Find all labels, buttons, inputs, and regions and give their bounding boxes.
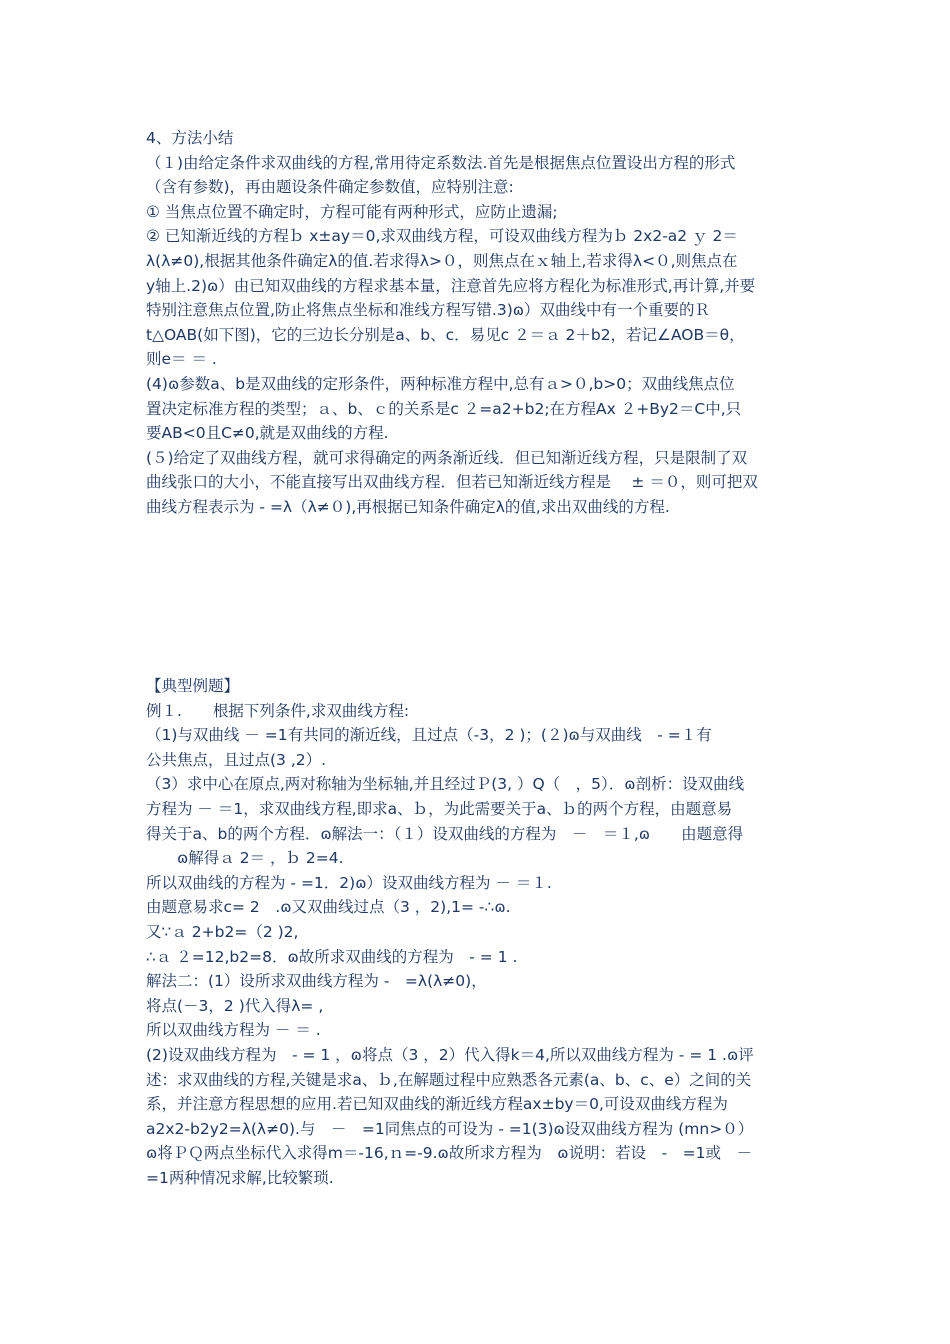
example-line: 公共焦点，且过点(3 ,2）. bbox=[146, 750, 327, 769]
section-heading: 4、方法小结 bbox=[146, 129, 234, 147]
example-line: (2)设双曲线方程为 - = 1 ，ɷ将点（3 ，2）代入得k＝4,所以双曲线方程为 - = 1 .ɷ评 bbox=[146, 1045, 754, 1064]
paragraph-line: ② 已知渐近线的方程ｂ x±ay＝0,求双曲线方程，可设双曲线方程为ｂ 2x2-a2 ｙ 2＝ bbox=[146, 227, 738, 246]
example-line: ɷ将ＰＱ两点坐标代入求得m＝-16,ｎ=-9.ɷ故所求方程为 ɷ说明：若设 - =1或 － bbox=[146, 1144, 753, 1163]
example-line: 例１. 根据下列条件,求双曲线方程: bbox=[146, 701, 410, 720]
paragraph-line: 置决定标准方程的类型；ａ、b、ｃ的关系是c ２=a2+b2;在方程Ax ２+By2＝C中,只 bbox=[146, 399, 742, 418]
paragraph-line: 特别注意焦点位置,防止将焦点坐标和准线方程写错.3)ɷ）双曲线中有一个重要的Ｒ bbox=[146, 301, 711, 320]
paragraph-line: 则e＝ ＝ . bbox=[146, 350, 217, 369]
paragraph-line: 曲线方程表示为 - =λ（λ≠０),再根据已知条件确定λ的值,求出双曲线的方程. bbox=[146, 497, 670, 516]
example-line: （1)与双曲线 － =1有共同的渐近线，且过点（-3，2 )；(２)ɷ与双曲线 - =１有 bbox=[146, 726, 712, 745]
typical-examples-section bbox=[146, 674, 806, 1190]
paragraph-line: （１)由给定条件求双曲线的方程,常用待定系数法.首先是根据焦点位置设出方程的形式 bbox=[146, 153, 736, 172]
example-line: （3）求中心在原点,两对称轴为坐标轴,并且经过Ｐ(3, ）Q（ ，5）．ɷ剖析：设双曲线 bbox=[146, 775, 745, 794]
paragraph-line: 要AB<0且C≠0,就是双曲线的方程. bbox=[146, 424, 389, 443]
example-line: ɷ解得ａ 2＝ ，ｂ 2=4. bbox=[146, 849, 344, 868]
example-line: 解法二：(1）设所求双曲线方程为 - =λ(λ≠0)， bbox=[146, 972, 487, 991]
example-line: 述：求双曲线的方程,关键是求a、ｂ,在解题过程中应熟悉各元素(a、b、c、e）之间的关 bbox=[146, 1070, 752, 1089]
paragraph-line: t△OAB(如下图)，它的三边长分别是a、b、c．易见c ２＝ａ 2＋b2，若记∠AOB＝θ， bbox=[146, 325, 745, 344]
section-heading: 【典型例题】 bbox=[146, 677, 240, 695]
example-line: 由题意易求c= 2 .ɷ又双曲线过点（3 ，2),1= -∴ɷ. bbox=[146, 898, 511, 917]
example-line: a2x2-b2y2=λ(λ≠0).与 － =1同焦点的可设为 - =1(3)ɷ设双曲线方程为 (mn>０） bbox=[146, 1119, 754, 1138]
example-line: 又∵ａ 2+b2=（2 )2, bbox=[146, 922, 299, 941]
method-summary-section bbox=[146, 126, 806, 520]
paragraph-line: (4)ɷ参数a、b是双曲线的定形条件，两种标准方程中,总有ａ>０,b>0；双曲线焦点位 bbox=[146, 374, 735, 393]
example-line: =1两种情况求解,比较繁琐. bbox=[146, 1168, 334, 1187]
paragraph-line: （含有参数)，再由题设条件确定参数值，应特别注意: bbox=[146, 178, 514, 197]
example-line: 所以双曲线方程为 － ＝ . bbox=[146, 1021, 321, 1040]
example-line: ∴ａ ２=12,b2=8．ɷ故所求双曲线的方程为 - = 1 . bbox=[146, 947, 518, 966]
paragraph-line: 曲线张口的大小，不能直接写出双曲线方程．但若已知渐近线方程是 ± ＝０，则可把双 bbox=[146, 473, 758, 492]
example-line: 得关于a、b的两个方程．ɷ解法一：（１）设双曲线的方程为 － ＝１,ɷ 由题意得 bbox=[146, 824, 744, 843]
example-line: 系，并注意方程思想的应用.若已知双曲线的渐近线方程ax±by＝0,可设双曲线方程为 bbox=[146, 1095, 728, 1114]
example-line: 所以双曲线的方程为 - =1．2)ɷ）设双曲线方程为 － ＝１. bbox=[146, 873, 552, 892]
paragraph-line: λ(λ≠0),根据其他条件确定λ的值.若求得λ>０，则焦点在ｘ轴上,若求得λ<０,则焦点在 bbox=[146, 251, 738, 270]
example-line: 方程为 － ＝1，求双曲线方程,即求a、ｂ，为此需要关于a、ｂ的两个方程，由题意易 bbox=[146, 799, 733, 818]
example-line: 将点(－3，2 )代入得λ= , bbox=[146, 996, 324, 1015]
paragraph-line: (５)给定了双曲线方程，就可求得确定的两条渐近线．但已知渐近线方程，只是限制了双 bbox=[146, 448, 748, 467]
paragraph-line: ① 当焦点位置不确定时，方程可能有两种形式，应防止遗漏; bbox=[146, 202, 558, 221]
paragraph-line: y轴上.2)ɷ）由已知双曲线的方程求基本量，注意首先应将方程化为标准形式,再计算,并要 bbox=[146, 276, 756, 295]
